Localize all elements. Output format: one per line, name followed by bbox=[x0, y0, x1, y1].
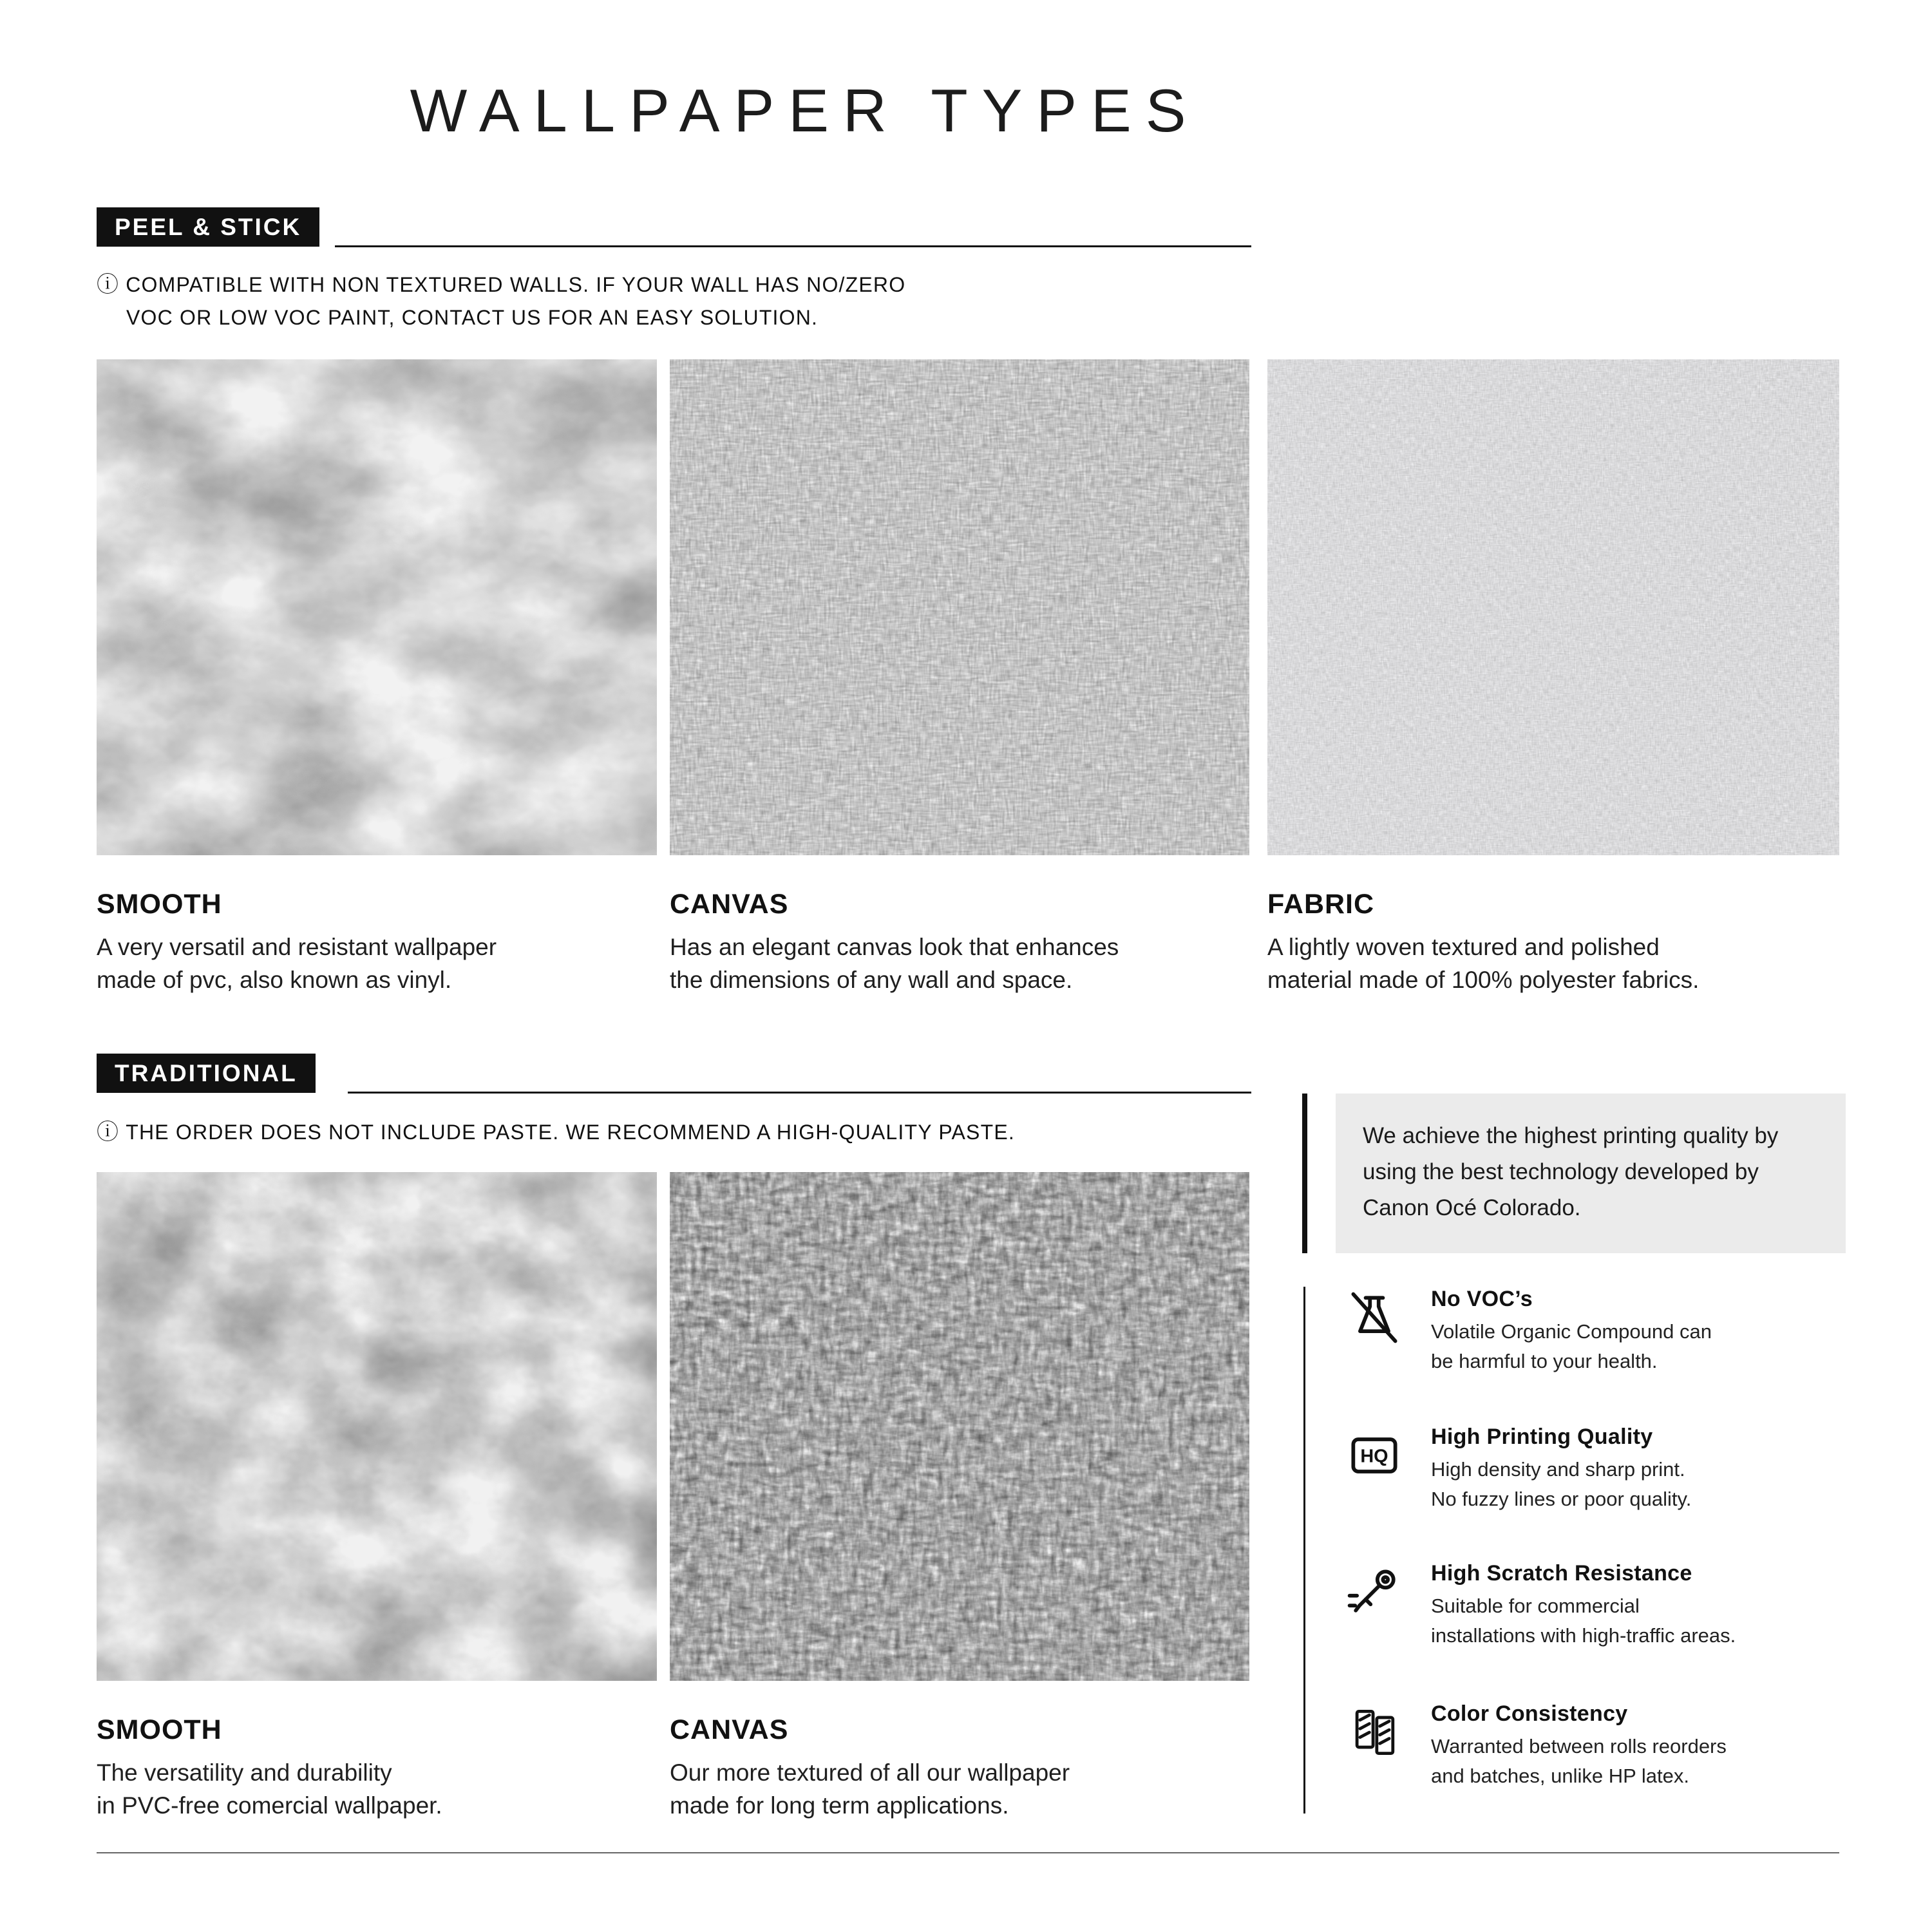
card-desc: Has an elegant canvas look that enhances the dimensions of any wall and space. bbox=[670, 934, 1119, 994]
feature-desc: Suitable for commercial installations with high-traffic areas. bbox=[1431, 1595, 1736, 1647]
feature-desc: High density and sharp print. No fuzzy lines or poor quality. bbox=[1431, 1458, 1692, 1510]
color-swatch-icon bbox=[1343, 1701, 1405, 1763]
card-desc: The versatility and durability in PVC-free comercial wallpaper. bbox=[97, 1759, 442, 1819]
traditional-note-line: ⓘ THE ORDER DOES NOT INCLUDE PASTE. WE RECOMMEND A HIGH-QUALITY PASTE. bbox=[97, 1120, 1015, 1144]
card-title: CANVAS bbox=[670, 1714, 789, 1745]
card-title: CANVAS bbox=[670, 889, 789, 920]
swatch-traditional-smooth bbox=[97, 1172, 657, 1681]
page-title: WALLPAPER TYPES bbox=[410, 77, 1200, 144]
smooth-texture-image bbox=[97, 1172, 657, 1681]
quality-box-accent-bar bbox=[1302, 1094, 1307, 1253]
peel-note-line1: ⓘ COMPATIBLE WITH NON TEXTURED WALLS. IF YOUR WALL HAS NO/ZERO bbox=[97, 272, 906, 297]
feature-desc: Warranted between rolls reorders and batches, unlike HP latex. bbox=[1431, 1735, 1727, 1787]
feature-color-consistency bbox=[1343, 1701, 1852, 1791]
quality-box: We achieve the highest printing quality by using the best technology developed by Canon Océ Colorado. bbox=[1336, 1094, 1846, 1253]
card-title: SMOOTH bbox=[97, 889, 222, 920]
peel-note bbox=[97, 268, 905, 334]
card-peel-smooth bbox=[97, 359, 657, 996]
feature-high-printing-quality bbox=[1343, 1425, 1852, 1514]
feature-desc: Volatile Organic Compound can be harmful to your health. bbox=[1431, 1320, 1712, 1372]
feature-title: High Printing Quality bbox=[1431, 1425, 1653, 1449]
feature-text bbox=[1431, 1701, 1727, 1791]
card-peel-canvas bbox=[670, 359, 1249, 996]
feature-title: High Scratch Resistance bbox=[1431, 1561, 1692, 1586]
feature-no-voc bbox=[1343, 1287, 1852, 1376]
canvas-texture-image bbox=[670, 359, 1249, 855]
feature-text bbox=[1431, 1287, 1712, 1376]
info-icon: ⓘ bbox=[97, 272, 120, 297]
feature-title: Color Consistency bbox=[1431, 1701, 1628, 1726]
scratch-icon bbox=[1343, 1561, 1405, 1623]
card-peel-fabric bbox=[1267, 359, 1839, 996]
smooth-texture-image bbox=[97, 359, 657, 855]
swatch-traditional-canvas bbox=[670, 1172, 1249, 1681]
card-title: FABRIC bbox=[1267, 889, 1375, 920]
svg-text:HQ: HQ bbox=[1360, 1446, 1388, 1467]
card-desc: Our more textured of all our wallpaper made for long term applications. bbox=[670, 1759, 1070, 1819]
swatch-peel-canvas bbox=[670, 359, 1249, 855]
section-divider-peel bbox=[335, 245, 1251, 247]
fabric-texture-image bbox=[1267, 359, 1839, 855]
info-icon: ⓘ bbox=[97, 1120, 120, 1144]
bottom-divider bbox=[97, 1852, 1839, 1853]
card-traditional-smooth bbox=[97, 1172, 657, 1822]
rough-canvas-texture-image bbox=[670, 1172, 1249, 1681]
traditional-note bbox=[97, 1115, 1015, 1150]
features-divider-line bbox=[1303, 1287, 1305, 1814]
no-voc-icon bbox=[1343, 1287, 1405, 1349]
swatch-peel-smooth bbox=[97, 359, 657, 855]
card-title: SMOOTH bbox=[97, 1714, 222, 1745]
feature-title: No VOC’s bbox=[1431, 1287, 1533, 1311]
feature-text bbox=[1431, 1425, 1691, 1514]
section-divider-traditional bbox=[348, 1092, 1251, 1094]
section-label-traditional: TRADITIONAL bbox=[97, 1054, 316, 1093]
feature-high-scratch-resistance bbox=[1343, 1561, 1852, 1651]
peel-note-line2: VOC OR LOW VOC PAINT, CONTACT US FOR AN EASY SOLUTION. bbox=[126, 305, 819, 329]
card-traditional-canvas bbox=[670, 1172, 1249, 1822]
swatch-peel-fabric bbox=[1267, 359, 1839, 855]
card-desc: A very versatil and resistant wallpaper made of pvc, also known as vinyl. bbox=[97, 934, 497, 994]
hq-icon bbox=[1343, 1425, 1405, 1486]
section-label-peel-stick: PEEL & STICK bbox=[97, 207, 319, 247]
feature-text bbox=[1431, 1561, 1736, 1651]
card-desc: A lightly woven textured and polished material made of 100% polyester fabrics. bbox=[1267, 934, 1700, 994]
